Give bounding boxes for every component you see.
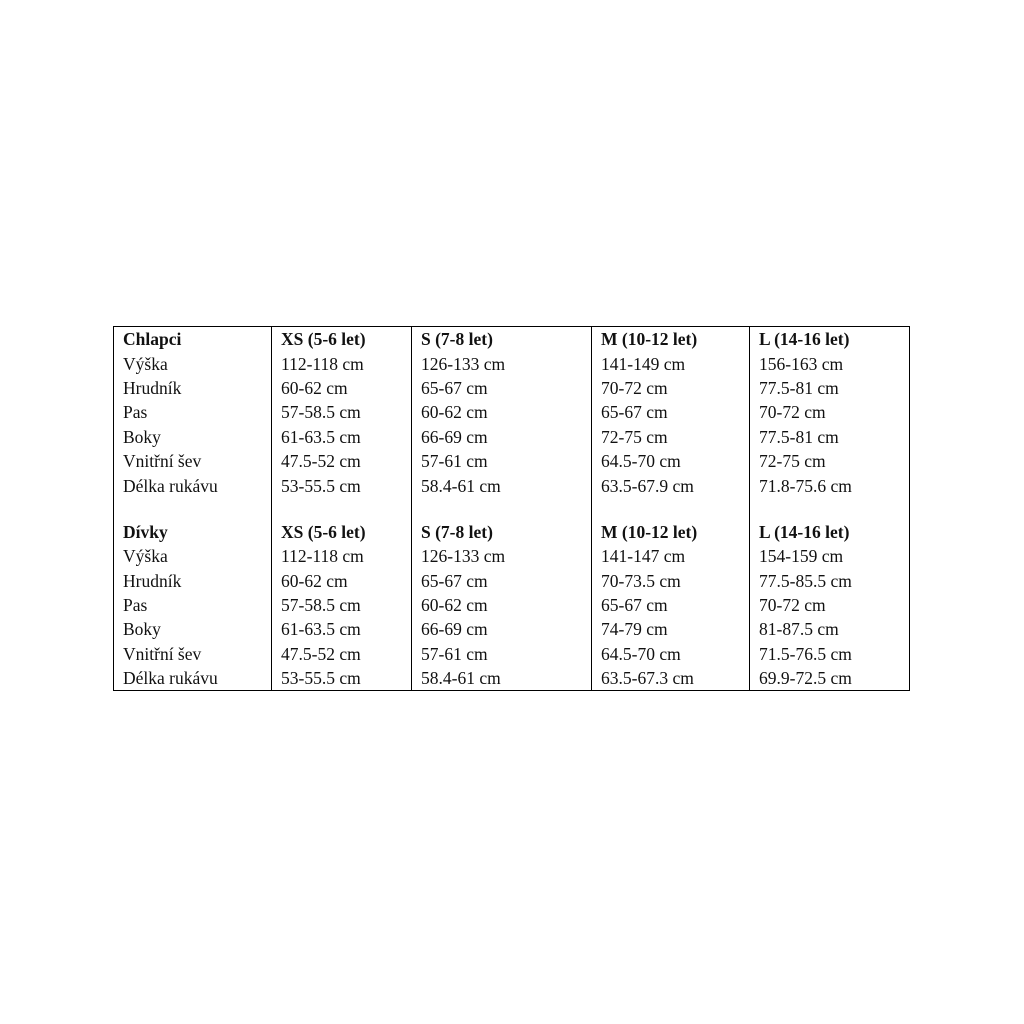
table-cell: 141-149 cm [592,351,750,375]
row-label: Hrudník [114,376,272,400]
table-cell: 65-67 cm [592,400,750,424]
table-cell: 58.4-61 cm [412,473,592,497]
table-cell: 65-67 cm [592,593,750,617]
table-cell: 69.9-72.5 cm [750,666,910,691]
girls-size-m-header: M (10-12 let) [592,520,750,544]
girls-row-hips [114,617,910,641]
table-cell: 112-118 cm [272,351,412,375]
boys-size-xs-header: XS (5-6 let) [272,327,412,352]
row-label: Boky [114,425,272,449]
table-cell: 126-133 cm [412,544,592,568]
table-cell: 141-147 cm [592,544,750,568]
row-label: Pas [114,400,272,424]
table-cell: 61-63.5 cm [272,425,412,449]
row-label: Vnitřní šev [114,449,272,473]
table-cell: 47.5-52 cm [272,642,412,666]
boys-row-hips [114,425,910,449]
table-cell: 70-73.5 cm [592,569,750,593]
row-label: Hrudník [114,569,272,593]
table-cell: 47.5-52 cm [272,449,412,473]
table-cell: 53-55.5 cm [272,666,412,691]
boys-section-title: Chlapci [114,327,272,352]
table-cell: 154-159 cm [750,544,910,568]
boys-size-l-header: L (14-16 let) [750,327,910,352]
girls-size-xs-header: XS (5-6 let) [272,520,412,544]
table-cell: 66-69 cm [412,425,592,449]
table-cell: 72-75 cm [750,449,910,473]
table-cell: 63.5-67.3 cm [592,666,750,691]
girls-row-height [114,544,910,568]
table-cell: 81-87.5 cm [750,617,910,641]
girls-header-row [114,520,910,544]
table-cell: 77.5-81 cm [750,425,910,449]
boys-row-height [114,351,910,375]
empty-cell [750,498,910,520]
table-cell: 60-62 cm [412,593,592,617]
table-cell: 71.5-76.5 cm [750,642,910,666]
row-label: Délka rukávu [114,666,272,691]
size-chart-table [113,326,910,691]
table-cell: 57-61 cm [412,642,592,666]
boys-row-inseam [114,449,910,473]
table-cell: 57-58.5 cm [272,400,412,424]
boys-row-waist [114,400,910,424]
girls-row-sleeve [114,666,910,691]
boys-size-m-header: M (10-12 let) [592,327,750,352]
table-cell: 65-67 cm [412,376,592,400]
girls-row-inseam [114,642,910,666]
section-spacer-row [114,498,910,520]
row-label: Pas [114,593,272,617]
girls-size-l-header: L (14-16 let) [750,520,910,544]
table-cell: 53-55.5 cm [272,473,412,497]
boys-row-chest [114,376,910,400]
table-cell: 112-118 cm [272,544,412,568]
table-cell: 65-67 cm [412,569,592,593]
table-cell: 72-75 cm [592,425,750,449]
table-cell: 60-62 cm [412,400,592,424]
table-cell: 74-79 cm [592,617,750,641]
row-label: Boky [114,617,272,641]
table-cell: 70-72 cm [592,376,750,400]
girls-row-waist [114,593,910,617]
table-cell: 63.5-67.9 cm [592,473,750,497]
row-label: Vnitřní šev [114,642,272,666]
table-cell: 77.5-85.5 cm [750,569,910,593]
girls-section-title: Dívky [114,520,272,544]
table-cell: 57-58.5 cm [272,593,412,617]
table-cell: 70-72 cm [750,593,910,617]
table-cell: 71.8-75.6 cm [750,473,910,497]
boys-row-sleeve [114,473,910,497]
table-cell: 66-69 cm [412,617,592,641]
table-cell: 60-62 cm [272,569,412,593]
table-cell: 57-61 cm [412,449,592,473]
empty-cell [114,498,272,520]
table-cell: 126-133 cm [412,351,592,375]
table-cell: 64.5-70 cm [592,642,750,666]
boys-size-s-header: S (7-8 let) [412,327,592,352]
table-cell: 70-72 cm [750,400,910,424]
empty-cell [272,498,412,520]
row-label: Výška [114,544,272,568]
table-cell: 60-62 cm [272,376,412,400]
empty-cell [412,498,592,520]
table-cell: 61-63.5 cm [272,617,412,641]
boys-header-row [114,327,910,352]
table-cell: 64.5-70 cm [592,449,750,473]
table-cell: 77.5-81 cm [750,376,910,400]
girls-size-s-header: S (7-8 let) [412,520,592,544]
row-label: Výška [114,351,272,375]
table-cell: 156-163 cm [750,351,910,375]
table-cell: 58.4-61 cm [412,666,592,691]
row-label: Délka rukávu [114,473,272,497]
girls-row-chest [114,569,910,593]
empty-cell [592,498,750,520]
